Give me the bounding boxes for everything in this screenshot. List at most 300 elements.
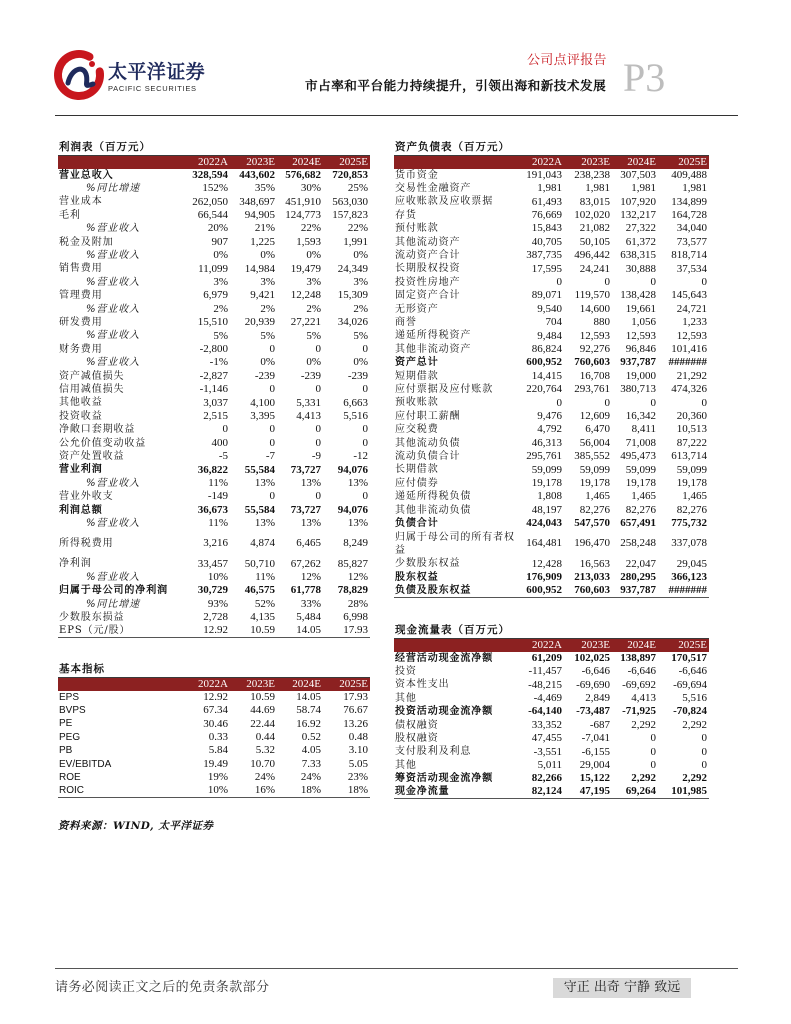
- row-value: 12.92: [203, 690, 228, 703]
- income-row: [58, 598, 370, 611]
- indicators-row: [58, 717, 370, 730]
- row-value: 50,710: [244, 557, 275, 570]
- row-value: 258,248: [620, 537, 656, 550]
- row-value: 213,033: [574, 571, 610, 584]
- row-label: 负债合计: [395, 518, 439, 530]
- row-label: 资产总计: [395, 357, 439, 369]
- row-value: 15,510: [197, 316, 228, 329]
- row-value: 56,004: [579, 436, 610, 449]
- income-row: [58, 289, 370, 302]
- row-value: 19,178: [531, 477, 562, 490]
- row-value: 0.33: [208, 730, 228, 743]
- row-value: 33,457: [197, 557, 228, 570]
- row-value: 0: [222, 423, 228, 436]
- row-value: 12,593: [625, 329, 656, 342]
- row-value: -71,925: [622, 705, 656, 718]
- row-value: 35%: [254, 182, 275, 195]
- row-value: 11%: [208, 477, 228, 490]
- row-value: 85,827: [337, 557, 368, 570]
- row-value: 10.70: [250, 757, 275, 770]
- row-label: 固定资产合计: [395, 290, 461, 302]
- row-value: 3,037: [203, 396, 228, 409]
- row-value: 30.46: [203, 717, 228, 730]
- row-value: -6,646: [581, 665, 610, 678]
- row-value: 27,221: [290, 316, 321, 329]
- row-label: %营业收入: [86, 303, 141, 315]
- row-value: 8,249: [343, 537, 368, 550]
- row-value: -149: [207, 490, 228, 503]
- row-value: 2,292: [682, 772, 707, 785]
- row-value: 59,099: [579, 463, 610, 476]
- row-label: 归属于母公司的净利润: [59, 585, 168, 597]
- row-value: 24,241: [579, 262, 610, 275]
- row-label: %营业收入: [86, 518, 141, 530]
- balance-row: [394, 477, 709, 490]
- row-value: 12,593: [676, 329, 707, 342]
- row-label: 销售费用: [59, 263, 103, 275]
- row-value: 6,979: [203, 289, 228, 302]
- row-value: 400: [211, 436, 228, 449]
- row-value: 22.44: [250, 717, 275, 730]
- row-value: 69,264: [625, 785, 656, 798]
- row-value: 87,222: [676, 436, 707, 449]
- row-value: 880: [593, 316, 610, 329]
- row-label: %营业收入: [86, 276, 141, 288]
- row-value: 61,778: [290, 584, 321, 597]
- row-value: 0: [362, 490, 368, 503]
- row-value: 16,563: [579, 557, 610, 570]
- row-value: 93%: [207, 597, 228, 610]
- row-value: 547,570: [574, 517, 610, 530]
- row-value: 2%: [260, 302, 275, 315]
- row-value: 16,708: [579, 369, 610, 382]
- row-value: 2,292: [631, 718, 656, 731]
- row-value: 293,761: [574, 383, 610, 396]
- row-label: %营业收入: [86, 223, 141, 235]
- row-label: 其他非流动资产: [395, 343, 472, 355]
- row-value: 0: [650, 758, 656, 771]
- row-value: 238,238: [574, 168, 610, 181]
- row-value: 657,491: [620, 517, 656, 530]
- row-value: 13.26: [343, 717, 368, 730]
- row-value: 0%: [306, 249, 321, 262]
- year-header: 2022A: [532, 155, 562, 168]
- row-value: 5%: [260, 329, 275, 342]
- income-row: [58, 396, 370, 409]
- row-value: 24%: [300, 771, 321, 784]
- row-value: 1,981: [682, 182, 707, 195]
- row-value: 33%: [300, 597, 321, 610]
- row-value: 9,421: [250, 289, 275, 302]
- row-value: 0: [362, 342, 368, 355]
- balance-row: [394, 410, 709, 423]
- row-value: 61,209: [531, 651, 562, 664]
- row-value: 5%: [353, 329, 368, 342]
- row-label: 经营活动现金流净额: [395, 652, 494, 664]
- row-value: 13%: [347, 477, 368, 490]
- row-value: 1,233: [682, 316, 707, 329]
- row-value: 3%: [260, 275, 275, 288]
- row-label: 其他: [395, 692, 417, 704]
- row-label: BVPS: [59, 704, 86, 716]
- cashflow-row: [394, 745, 709, 758]
- row-value: 5,484: [296, 611, 321, 624]
- row-value: 58.74: [296, 704, 321, 717]
- income-row: [58, 262, 370, 275]
- income-row: [58, 303, 370, 316]
- row-label: %营业收入: [86, 571, 141, 583]
- row-value: 760,603: [574, 356, 610, 369]
- income-row: [58, 611, 370, 624]
- row-value: 5,516: [682, 691, 707, 704]
- row-value: 0: [604, 275, 610, 288]
- row-label: 利润总额: [59, 504, 103, 516]
- row-value: 12%: [300, 571, 321, 584]
- row-value: 36,673: [197, 503, 228, 516]
- row-value: 380,713: [620, 383, 656, 396]
- row-label: 流动负债合计: [395, 451, 461, 463]
- row-value: 0: [315, 423, 321, 436]
- row-value: 92,276: [579, 342, 610, 355]
- row-value: 0: [315, 436, 321, 449]
- balance-header-row: [394, 156, 709, 169]
- row-value: 55,584: [244, 463, 275, 476]
- row-label: 营业外收支: [59, 491, 114, 503]
- balance-row: [394, 222, 709, 235]
- row-value: 3%: [353, 275, 368, 288]
- row-value: 0: [315, 342, 321, 355]
- row-value: 13%: [300, 517, 321, 530]
- year-header: 2025E: [678, 638, 707, 651]
- balance-row: [394, 262, 709, 275]
- income-row: [58, 450, 370, 463]
- row-label: EPS（元/股）: [59, 625, 131, 636]
- row-value: 1,981: [537, 182, 562, 195]
- row-value: 9,540: [537, 302, 562, 315]
- income-row: [58, 437, 370, 450]
- row-value: 21,082: [579, 222, 610, 235]
- row-value: 0%: [306, 356, 321, 369]
- balance-row: [394, 195, 709, 208]
- balance-row: [394, 370, 709, 383]
- row-value: -239: [347, 369, 368, 382]
- income-row: [58, 571, 370, 584]
- row-value: 19,661: [625, 302, 656, 315]
- row-value: -70,824: [673, 705, 707, 718]
- row-value: 6,465: [296, 537, 321, 550]
- row-label: 管理费用: [59, 290, 103, 302]
- row-value: 307,503: [620, 168, 656, 181]
- row-value: 13%: [254, 477, 275, 490]
- row-value: 22%: [347, 222, 368, 235]
- row-value: 613,714: [671, 450, 707, 463]
- row-value: 600,952: [526, 356, 562, 369]
- row-value: 775,732: [671, 517, 707, 530]
- row-label: 其他非流动负债: [395, 504, 472, 516]
- row-value: 20,360: [676, 410, 707, 423]
- row-label: 短期借款: [395, 370, 439, 382]
- row-label: EV/EBITDA: [59, 758, 112, 770]
- balance-row: [394, 490, 709, 503]
- balance-row: [394, 517, 709, 530]
- row-value: 6,998: [343, 611, 368, 624]
- row-value: 10.59: [250, 624, 275, 637]
- row-value: 34,026: [337, 316, 368, 329]
- row-label: %营业收入: [86, 330, 141, 342]
- income-row: [58, 222, 370, 235]
- row-value: 0: [269, 423, 275, 436]
- row-label: 应付债券: [395, 477, 439, 489]
- row-value: 19,178: [676, 477, 707, 490]
- row-value: 5.84: [208, 744, 228, 757]
- row-value: 28%: [347, 597, 368, 610]
- row-value: 348,697: [239, 195, 275, 208]
- row-label: 投资收益: [59, 410, 103, 422]
- year-header: 2024E: [292, 155, 321, 168]
- year-header: 2025E: [339, 155, 368, 168]
- logo-icon: [52, 44, 106, 102]
- income-row: [58, 410, 370, 423]
- row-value: 0: [362, 423, 368, 436]
- row-value: 14,984: [244, 262, 275, 275]
- row-label: 应收账款及应收票据: [395, 196, 494, 208]
- cashflow-header-row: [394, 639, 709, 652]
- row-label: PEG: [59, 731, 81, 743]
- row-value: 1,465: [682, 490, 707, 503]
- indicators-row: [58, 744, 370, 757]
- footer-divider: [55, 968, 738, 969]
- row-value: 3,395: [250, 410, 275, 423]
- row-value: 385,552: [574, 450, 610, 463]
- row-value: -64,140: [528, 705, 562, 718]
- row-value: 4,100: [250, 396, 275, 409]
- row-value: 0: [650, 396, 656, 409]
- row-value: 24,721: [676, 302, 707, 315]
- row-value: -48,215: [528, 678, 562, 691]
- row-value: 720,853: [332, 168, 368, 181]
- balance-row: [394, 303, 709, 316]
- balance-row: [394, 289, 709, 302]
- row-value: #######: [668, 356, 707, 369]
- row-value: 145,643: [671, 289, 707, 302]
- row-value: 15,122: [579, 772, 610, 785]
- row-value: 937,787: [620, 583, 656, 596]
- row-value: 2%: [213, 302, 228, 315]
- row-value: 474,326: [671, 383, 707, 396]
- row-value: 94,905: [244, 208, 275, 221]
- row-value: -9: [311, 450, 321, 463]
- row-label: 长期股权投资: [395, 263, 461, 275]
- row-value: 9,484: [537, 329, 562, 342]
- row-value: 40,705: [531, 235, 562, 248]
- row-value: 22%: [300, 222, 321, 235]
- row-value: 0: [650, 732, 656, 745]
- income-row: [58, 423, 370, 436]
- balance-row: [394, 423, 709, 436]
- row-value: 19,479: [290, 262, 321, 275]
- row-value: 2%: [306, 302, 321, 315]
- row-value: 1,465: [631, 490, 656, 503]
- row-value: 0%: [260, 249, 275, 262]
- row-value: 71,008: [625, 436, 656, 449]
- row-value: 21,292: [676, 369, 707, 382]
- row-value: 2,292: [631, 772, 656, 785]
- row-value: 0: [269, 490, 275, 503]
- balance-row: [394, 557, 709, 570]
- income-row: [58, 195, 370, 208]
- row-value: 5,011: [537, 758, 562, 771]
- row-label: 毛利: [59, 209, 81, 221]
- report-subtitle: 市占率和平台能力持续提升，引领出海和新技术发展: [305, 78, 607, 93]
- row-value: 59,099: [625, 463, 656, 476]
- row-value: 0: [701, 732, 707, 745]
- year-header: 2023E: [246, 677, 275, 690]
- row-value: 5%: [306, 329, 321, 342]
- row-value: 328,594: [192, 168, 228, 181]
- indicators-table-title: 基本指标: [58, 663, 370, 678]
- row-label: 无形资产: [395, 303, 439, 315]
- row-label: 股东权益: [395, 571, 439, 583]
- row-value: 22,047: [625, 557, 656, 570]
- row-value: 0: [556, 275, 562, 288]
- row-value: 0%: [260, 356, 275, 369]
- balance-row: [394, 450, 709, 463]
- row-value: -12: [353, 450, 368, 463]
- balance-row: [394, 437, 709, 450]
- balance-table-title: 资产负债表（百万元）: [394, 141, 709, 156]
- row-label: 预付账款: [395, 223, 439, 235]
- row-label: 财务费用: [59, 343, 103, 355]
- row-value: 0: [701, 396, 707, 409]
- row-value: 1,465: [585, 490, 610, 503]
- row-label: %同比增速: [86, 598, 141, 610]
- row-value: -5: [218, 450, 228, 463]
- row-value: 55,584: [244, 503, 275, 516]
- row-label: 投资活动现金流净额: [395, 706, 494, 718]
- row-value: 102,020: [574, 208, 610, 221]
- year-header: 2024E: [627, 638, 656, 651]
- row-label: 营业总收入: [59, 169, 114, 181]
- row-value: 44.69: [250, 704, 275, 717]
- row-value: 1,981: [631, 182, 656, 195]
- cashflow-row: [394, 665, 709, 678]
- cashflow-row: [394, 772, 709, 785]
- row-value: 78,829: [337, 584, 368, 597]
- row-value: -2,827: [199, 369, 228, 382]
- row-value: 4,135: [250, 611, 275, 624]
- balance-row: [394, 396, 709, 409]
- row-value: 818,714: [671, 249, 707, 262]
- row-value: 14,600: [579, 302, 610, 315]
- row-value: 76,669: [531, 208, 562, 221]
- row-value: -69,694: [673, 678, 707, 691]
- row-label: 现金净流量: [395, 786, 450, 798]
- row-value: 13%: [300, 477, 321, 490]
- row-value: 134,899: [671, 195, 707, 208]
- row-value: 30,729: [197, 584, 228, 597]
- row-label: EPS: [59, 691, 80, 703]
- row-value: 2,728: [203, 611, 228, 624]
- row-value: 157,823: [332, 208, 368, 221]
- row-value: 12.92: [203, 624, 228, 637]
- year-header: 2023E: [581, 155, 610, 168]
- row-value: 18%: [300, 784, 321, 797]
- row-label: 少数股东损益: [59, 612, 125, 624]
- row-value: 0.48: [348, 730, 368, 743]
- row-value: 0: [650, 275, 656, 288]
- row-value: 124,773: [285, 208, 321, 221]
- row-value: 1,808: [537, 490, 562, 503]
- row-label: 存货: [395, 209, 417, 221]
- row-label: 长期借款: [395, 464, 439, 476]
- row-value: 4,792: [537, 423, 562, 436]
- row-value: -239: [254, 369, 275, 382]
- row-value: 170,517: [671, 651, 707, 664]
- row-value: 3%: [213, 275, 228, 288]
- income-row: [58, 584, 370, 597]
- row-label: 其他流动负债: [395, 437, 461, 449]
- row-value: 59,099: [676, 463, 707, 476]
- row-value: 704: [545, 316, 562, 329]
- income-row: [58, 316, 370, 329]
- row-value: 3,216: [203, 537, 228, 550]
- row-value: 13%: [347, 517, 368, 530]
- row-value: 82,276: [625, 503, 656, 516]
- income-row: [58, 504, 370, 517]
- row-value: 16.92: [296, 717, 321, 730]
- row-value: 1,225: [250, 235, 275, 248]
- row-value: 295,761: [526, 450, 562, 463]
- cashflow-row: [394, 678, 709, 691]
- balance-row: [394, 249, 709, 262]
- row-label: 少数股东权益: [395, 558, 461, 570]
- row-value: 5,331: [296, 396, 321, 409]
- cashflow-table-title: 现金流量表（百万元）: [394, 624, 709, 639]
- row-value: 0.44: [255, 730, 275, 743]
- row-value: 4,874: [250, 537, 275, 550]
- row-value: 119,570: [574, 289, 610, 302]
- row-value: 27,322: [625, 222, 656, 235]
- key-indicators-table: [58, 663, 370, 798]
- row-value: 12,593: [579, 329, 610, 342]
- row-value: 25%: [347, 182, 368, 195]
- balance-row: [394, 383, 709, 396]
- cashflow-row: [394, 705, 709, 718]
- row-label: %营业收入: [86, 477, 141, 489]
- row-value: -6,646: [627, 665, 656, 678]
- indicators-row: [58, 758, 370, 771]
- row-value: 387,735: [526, 249, 562, 262]
- cashflow-row: [394, 719, 709, 732]
- row-value: 11%: [208, 517, 228, 530]
- row-label: 应付职工薪酬: [395, 410, 461, 422]
- row-value: 0%: [353, 356, 368, 369]
- year-header: 2022A: [198, 155, 228, 168]
- row-value: #######: [668, 583, 707, 596]
- row-value: -1,146: [199, 383, 228, 396]
- row-value: 82,124: [531, 785, 562, 798]
- row-label: 股权融资: [395, 732, 439, 744]
- row-value: 47,195: [579, 785, 610, 798]
- row-value: -73,487: [576, 705, 610, 718]
- cashflow-row: [394, 732, 709, 745]
- indicators-header-row: [58, 678, 370, 691]
- row-value: 13%: [254, 517, 275, 530]
- income-statement-table: [58, 141, 370, 638]
- row-value: 47,455: [531, 732, 562, 745]
- row-value: 5.32: [255, 744, 275, 757]
- row-value: 19.49: [203, 757, 228, 770]
